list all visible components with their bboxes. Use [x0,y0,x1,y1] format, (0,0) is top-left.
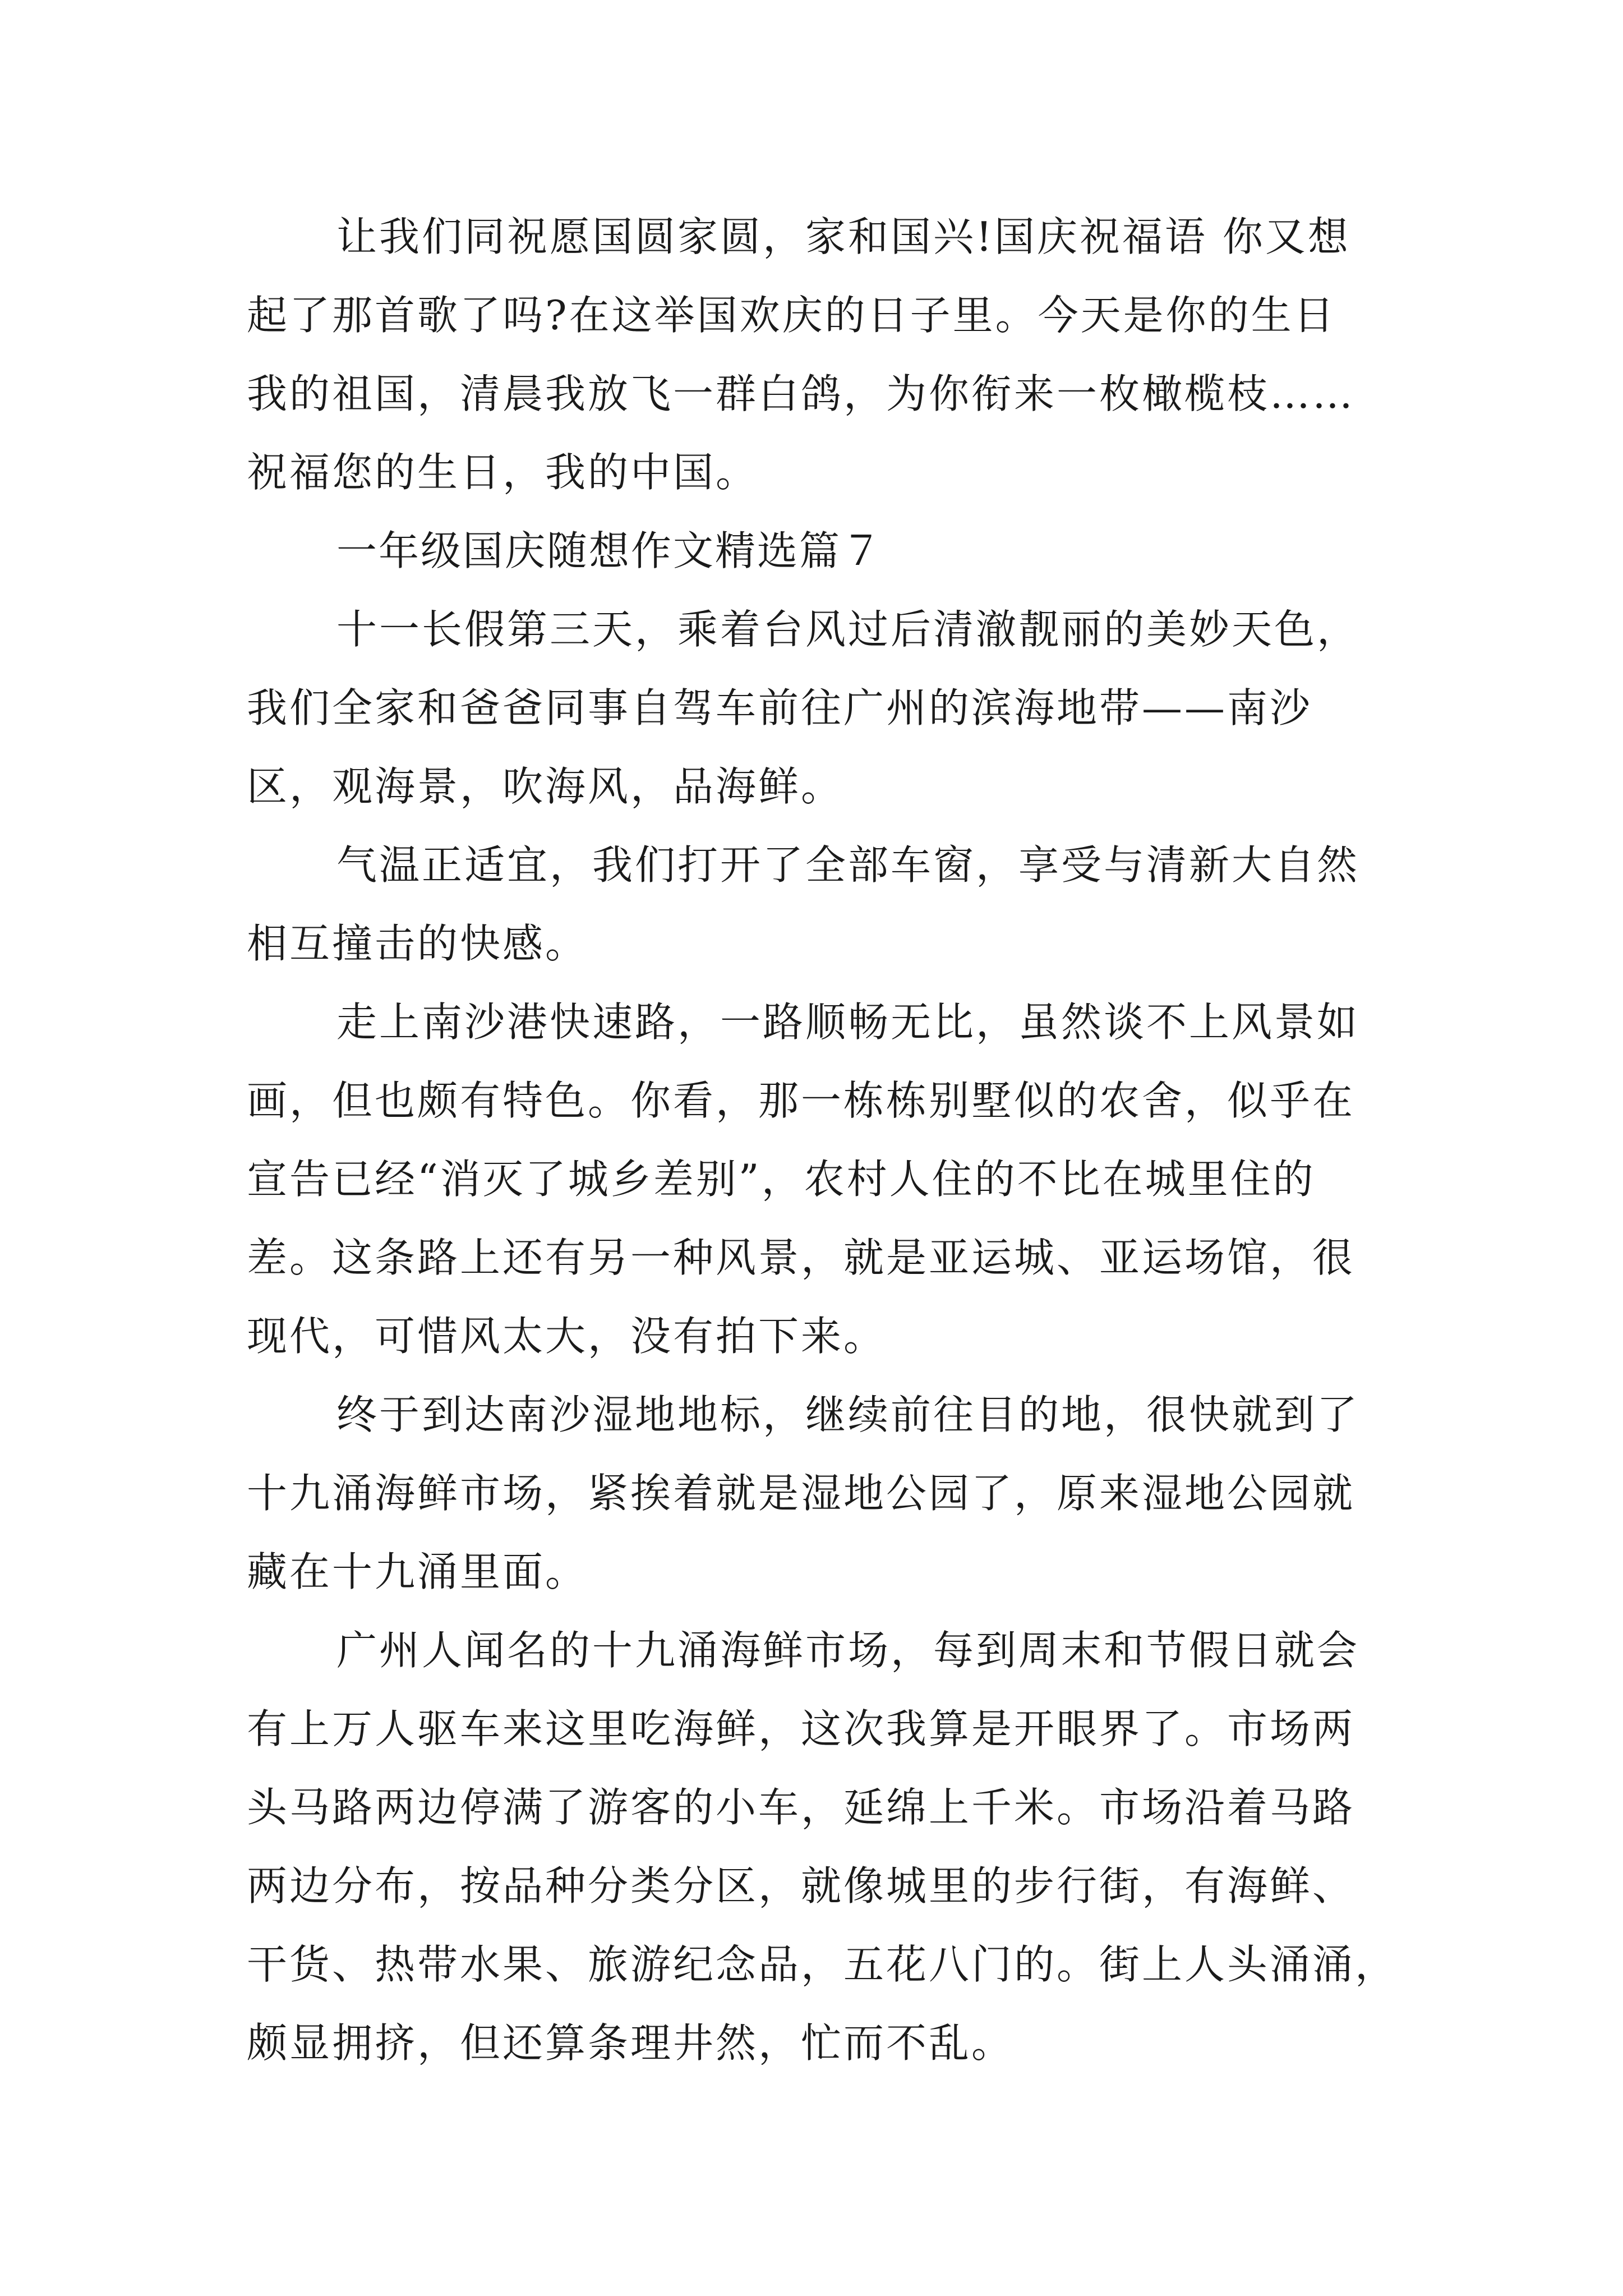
paragraph-5-line-1: 终于到达南沙湿地地标，继续前往目的地，很快就到了 [336,1391,1360,1438]
paragraph-4-line-1: 走上南沙港快速路，一路顺畅无比，虽然谈不上风景如 [336,999,1360,1046]
paragraph-1-line-2: 起了那首歌了吗?在这举国欢庆的日子里。今天是你的生日 [247,292,1336,339]
paragraph-6-line-4: 两边分布，按品种分类分区，就像城里的步行街，有海鲜、 [247,1862,1355,1910]
paragraph-6-line-5: 干货、热带水果、旅游纪念品，五花八门的。街上人头涌涌， [247,1941,1398,1988]
paragraph-4-line-4: 差。这条路上还有另一种风景，就是亚运城、亚运场馆，很 [247,1234,1355,1281]
paragraph-6-line-1: 广州人闻名的十九涌海鲜市场，每到周末和节假日就会 [336,1627,1360,1674]
paragraph-3-line-2: 相互撞击的快感。 [247,920,588,967]
paragraph-2-line-3: 区，观海景，吹海风，品海鲜。 [247,763,844,810]
paragraph-4-line-3: 宣告已经“消灭了城乡差别”，农村人住的不比在城里住的 [247,1156,1316,1203]
paragraph-5-line-3: 藏在十九涌里面。 [247,1548,588,1595]
paragraph-4-line-5: 现代，可惜风太大，没有拍下来。 [247,1313,887,1360]
section-heading: 一年级国庆随想作文精选篇７ [336,527,884,574]
paragraph-4-line-2: 画，但也颇有特色。你看，那一栋栋别墅似的农舍，似乎在 [247,1077,1355,1124]
paragraph-6-line-6: 颇显拥挤，但还算条理井然，忙而不乱。 [247,2019,1015,2067]
paragraph-1-line-3: 我的祖国，清晨我放飞一群白鸽，为你衔来一枚橄榄枝…… [247,370,1355,417]
paragraph-5-line-2: 十九涌海鲜市场，紧挨着就是湿地公园了，原来湿地公园就 [247,1470,1355,1517]
paragraph-1-line-4: 祝福您的生日，我的中国。 [247,449,759,496]
paragraph-3-line-1: 气温正适宜，我们打开了全部车窗，享受与清新大自然 [336,841,1360,889]
paragraph-1-line-1: 让我们同祝愿国圆家圆，家和国兴!国庆祝福语 你又想 [336,213,1350,260]
paragraph-6-line-3: 头马路两边停满了游客的小车，延绵上千米。市场沿着马路 [247,1784,1355,1831]
paragraph-2-line-2: 我们全家和爸爸同事自驾车前往广州的滨海地带——南沙 [247,684,1313,731]
paragraph-2-line-1: 十一长假第三天，乘着台风过后清澈靓丽的美妙天色， [336,606,1360,653]
paragraph-6-line-2: 有上万人驱车来这里吃海鲜，这次我算是开眼界了。市场两 [247,1705,1355,1752]
